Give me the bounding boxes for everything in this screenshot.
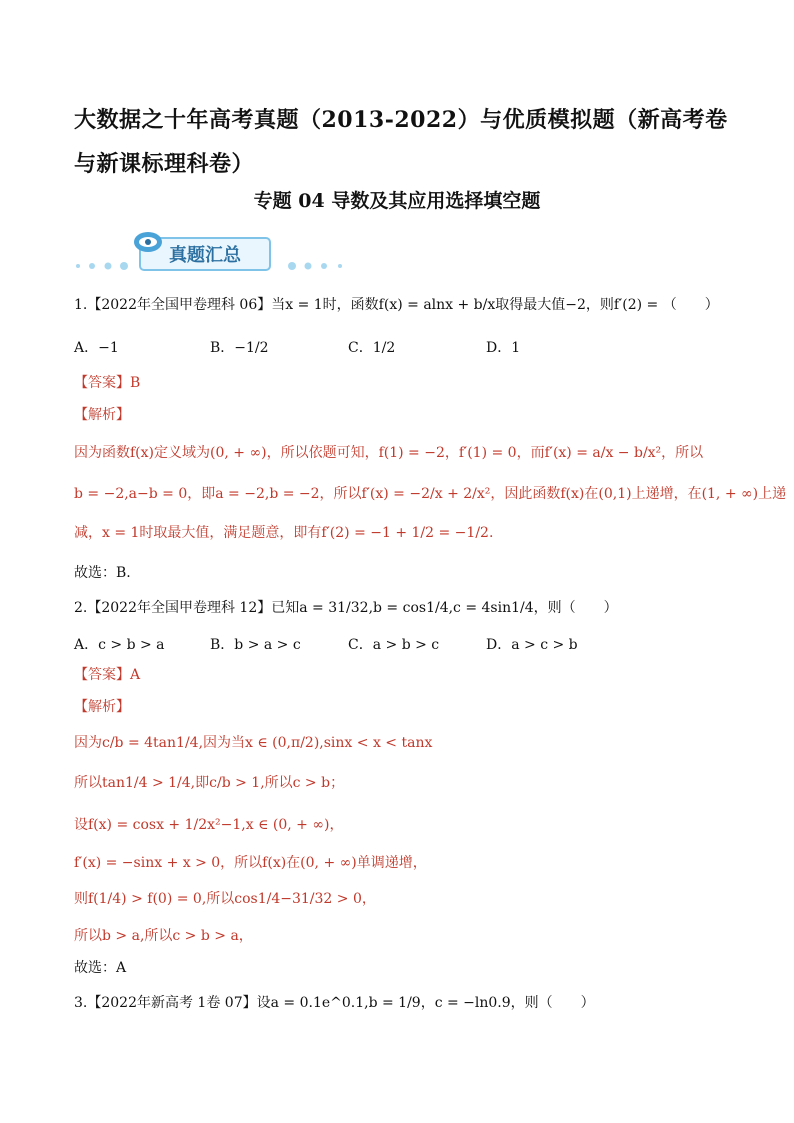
- section-banner: [70, 228, 360, 278]
- q2-option-d: D．a > c > b: [486, 637, 578, 653]
- eye-icon: [134, 232, 162, 252]
- document-subtitle: 专题 04 导数及其应用选择填空题: [253, 190, 541, 212]
- q2-analysis-label: 【解析】: [74, 699, 130, 715]
- q2-analysis-line: 因为c/b = 4tan1/4,因为当x ∈ (0,π/2),sinx < x < tanx: [74, 735, 433, 751]
- q2-option-c: C．a > b > c: [348, 637, 440, 653]
- q1-answer: 【答案】B: [74, 375, 141, 391]
- banner-dots-left: [76, 262, 128, 270]
- q1-conclusion: 故选：B.: [74, 565, 131, 581]
- question-3-stem: 3.【2022年新高考 1卷 07】设a = 0.1e^0.1,b = 1/9，c = −ln0.9，则（ ）: [74, 995, 595, 1011]
- document-title: 大数据之十年高考真题（2013-2022）与优质模拟题（新高考卷与新课标理科卷）: [74, 107, 728, 177]
- banner-dots-right: [288, 262, 342, 270]
- q2-analysis-line: 所以tan1/4 > 1/4,即c/b > 1,所以c > b；: [74, 775, 345, 791]
- q2-analysis-line: 所以b > a,所以c > b > a，: [74, 928, 253, 944]
- q2-conclusion: 故选：A: [74, 960, 127, 976]
- q2-analysis-line: 则f(1/4) > f(0) = 0,所以cos1/4−31/32 > 0，: [74, 891, 376, 907]
- banner-label: 真题汇总: [169, 245, 241, 266]
- q1-analysis-line: 因为函数f(x)定义域为(0, + ∞)，所以依题可知，f(1) = −2，f′(1) = 0，而f′(x) = a/x − b/x²，所以: [74, 445, 704, 461]
- q1-analysis-label: 【解析】: [74, 407, 130, 423]
- question-2-stem: 2.【2022年全国甲卷理科 12】已知a = 31/32,b = cos1/4,c = 4sin1/4，则（ ）: [74, 600, 618, 616]
- q1-analysis-line: b = −2,a−b = 0，即a = −2,b = −2，所以f′(x) = −2/x + 2/x²，因此函数f(x)在(0,1)上递增，在(1, + ∞)上递: [74, 486, 787, 502]
- q2-option-b: B．b > a > c: [210, 637, 301, 653]
- q1-option-d: D．1: [486, 340, 521, 356]
- question-1-stem: 1.【2022年全国甲卷理科 06】当x = 1时，函数f(x) = alnx + b/x取得最大值−2，则f′(2) = （ ）: [74, 297, 719, 313]
- q1-analysis-line: 减，x = 1时取最大值，满足题意，即有f′(2) = −1 + 1/2 = −1/2.: [74, 525, 494, 541]
- q1-option-b: B．−1/2: [210, 340, 269, 356]
- q2-analysis-line: f′(x) = −sinx + x > 0，所以f(x)在(0, + ∞)单调递增，: [74, 855, 427, 871]
- q2-option-a: A．c > b > a: [74, 637, 165, 653]
- q1-option-c: C．1/2: [348, 340, 396, 356]
- q2-answer: 【答案】A: [74, 667, 141, 683]
- q1-option-a: A．−1: [74, 340, 119, 356]
- q2-analysis-line: 设f(x) = cosx + 1/2x²−1,x ∈ (0, + ∞)，: [74, 817, 344, 833]
